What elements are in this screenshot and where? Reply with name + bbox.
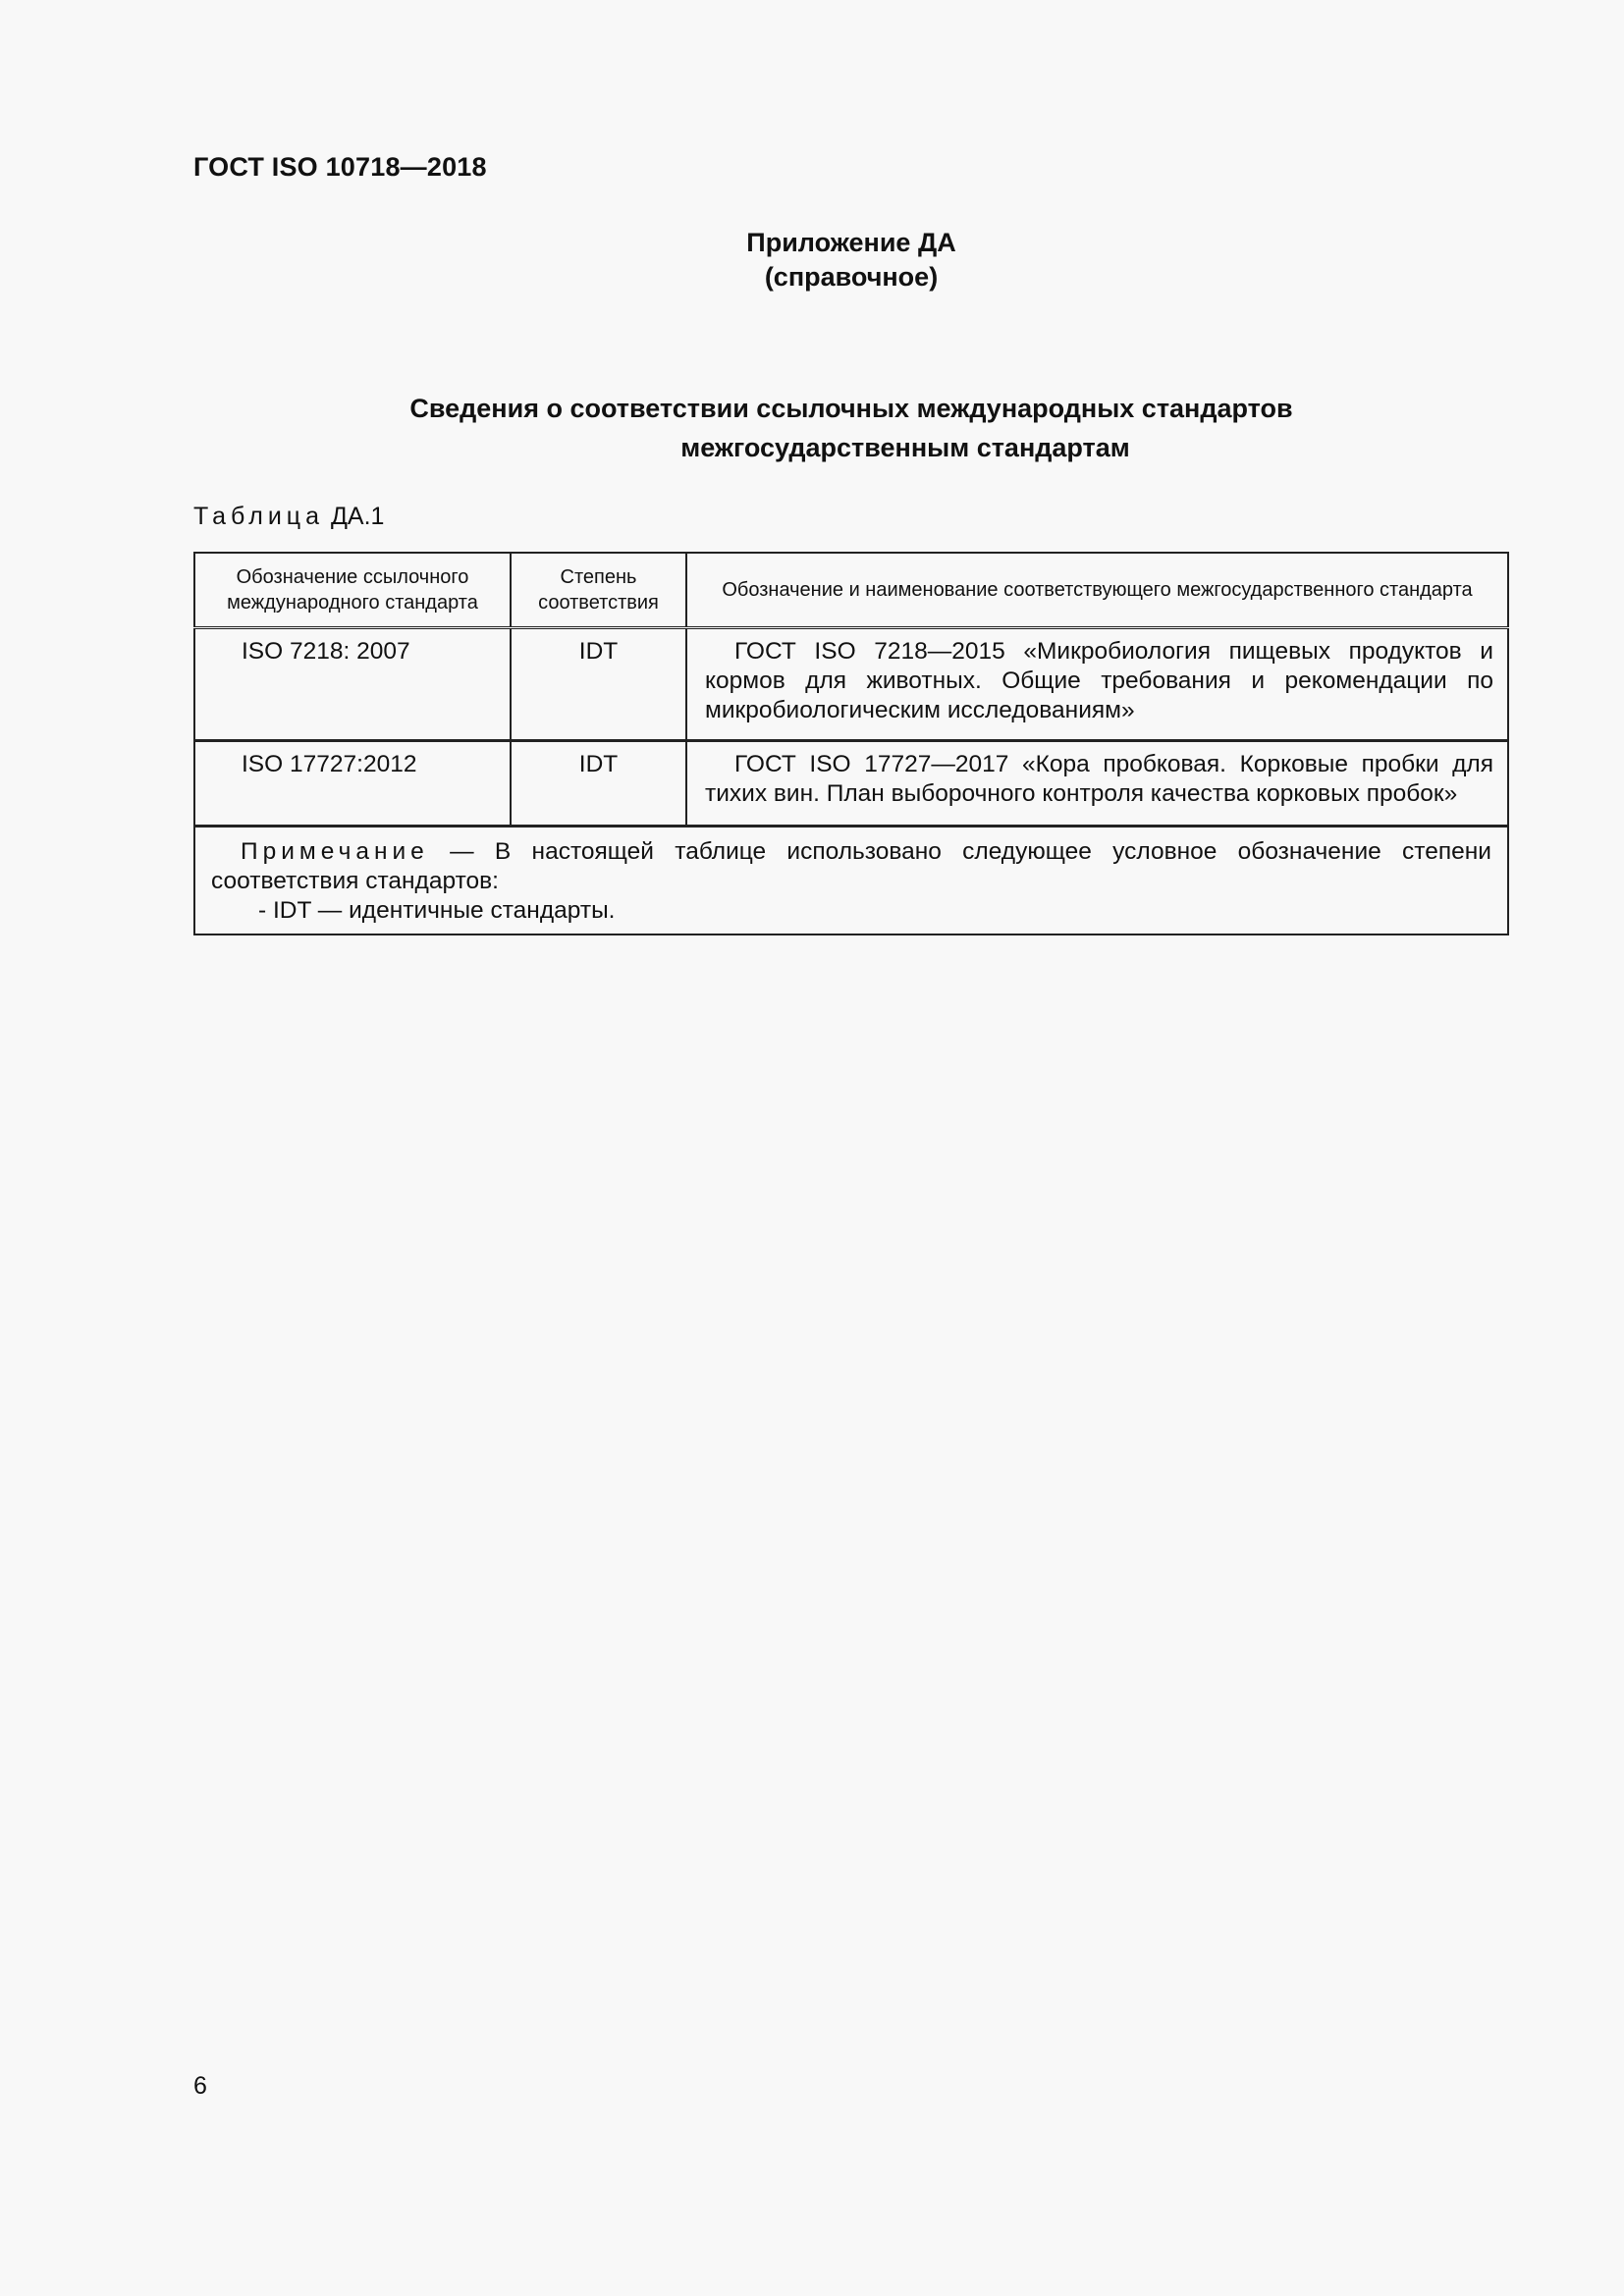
column-header-interstate-standard: Обозначение и наименование соответствующего межгосударственного стандарта (686, 553, 1508, 628)
standards-correspondence-table (193, 552, 1509, 935)
table-note (194, 827, 1508, 935)
section-heading-line-1: Сведения о соответствии ссылочных международных стандартов (409, 394, 1293, 423)
section-heading-line-2: межгосударственным стандартам (680, 433, 1130, 462)
column-header-intl-standard: Обозначение ссылочного международного стандарта (194, 553, 511, 628)
page-number: 6 (193, 2072, 207, 2100)
table-note-row (194, 827, 1508, 935)
cell-interstate-standard: ГОСТ ISO 17727—2017 «Кора пробковая. Корковые пробки для тихих вин. План выборочного контроля качества корковых пробок» (686, 741, 1508, 827)
cell-intl-standard: ISO 7218: 2007 (194, 628, 511, 741)
cell-intl-standard: ISO 17727:2012 (194, 741, 511, 827)
table-caption (193, 503, 384, 531)
cell-interstate-standard: ГОСТ ISO 7218—2015 «Микробиология пищевых продуктов и кормов для животных. Общие требования и рекомендации по микробиологическим исследованиям» (686, 628, 1508, 741)
table-caption-label: Таблица (193, 503, 325, 530)
table-header-row (194, 553, 1508, 628)
column-header-degree: Степень соответствия (511, 553, 686, 628)
table-caption-number: ДА.1 (330, 503, 385, 530)
note-list-item: - IDT — идентичные стандарты. (258, 897, 616, 924)
appendix-subtitle: (справочное) (764, 262, 939, 292)
cell-degree: IDT (511, 741, 686, 827)
note-text: — В настоящей таблице использовано следующее условное обозначение степени соответствия стандартов: (211, 838, 1491, 894)
table-row (194, 741, 1508, 827)
document-code: ГОСТ ISO 10718—2018 (193, 152, 487, 182)
appendix-title-block (193, 226, 1509, 294)
appendix-title: Приложение ДА (746, 228, 956, 257)
cell-degree: IDT (511, 628, 686, 741)
note-paragraph (211, 837, 1491, 896)
section-heading (193, 389, 1509, 467)
note-label: Примечание (241, 838, 429, 865)
table-row (194, 628, 1508, 741)
